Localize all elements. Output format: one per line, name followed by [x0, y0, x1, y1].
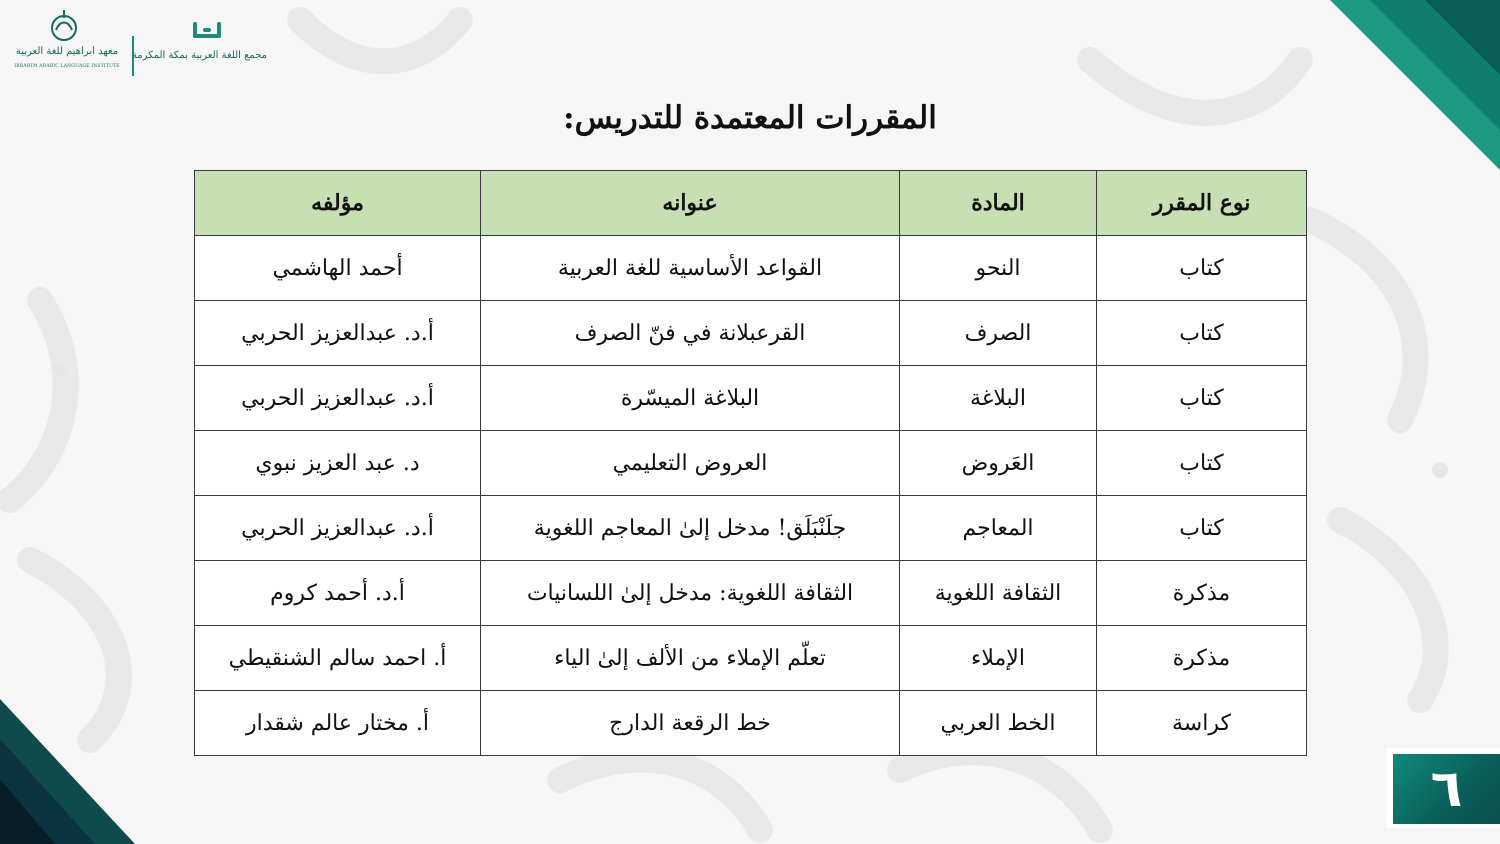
header-author: مؤلفه — [195, 171, 481, 236]
cell-subject: الثقافة اللغوية — [900, 561, 1097, 626]
cell-title: العروض التعليمي — [481, 431, 900, 496]
cell-author: أ. احمد سالم الشنقيطي — [195, 626, 481, 691]
cell-title: القواعد الأساسية للغة العربية — [481, 236, 900, 301]
cell-subject: الصرف — [900, 301, 1097, 366]
table-row — [195, 626, 1307, 691]
cell-author: أ.د. عبدالعزيز الحربي — [195, 496, 481, 561]
cell-course-type: مذكرة — [1097, 626, 1307, 691]
cell-course-type: كتاب — [1097, 366, 1307, 431]
table-row — [195, 691, 1307, 756]
page-title: المقررات المعتمدة للتدريس: — [563, 100, 937, 136]
cell-author: د. عبد العزيز نبوي — [195, 431, 481, 496]
cell-subject: الإملاء — [900, 626, 1097, 691]
institute-name: معهد ابراهيم للغة العربية — [15, 46, 119, 57]
cell-author: أ.د. عبدالعزيز الحربي — [195, 301, 481, 366]
cell-author: أحمد الهاشمي — [195, 236, 481, 301]
cell-title: جلَنْبَلَق! مدخل إلىٰ المعاجم اللغوية — [481, 496, 900, 561]
corner-decoration-top-right — [1330, 0, 1500, 170]
header-logos — [12, 8, 267, 78]
cell-author: أ.د. عبدالعزيز الحربي — [195, 366, 481, 431]
table-row — [195, 366, 1307, 431]
cell-subject: البلاغة — [900, 366, 1097, 431]
cell-course-type: مذكرة — [1097, 561, 1307, 626]
header-subject: المادة — [900, 171, 1097, 236]
courses-table — [194, 170, 1307, 756]
table-row — [195, 236, 1307, 301]
cell-author: أ. مختار عالم شقدار — [195, 691, 481, 756]
page-number-badge — [1393, 754, 1500, 824]
header-title: عنوانه — [481, 171, 900, 236]
table-row — [195, 301, 1307, 366]
cell-title: البلاغة الميسّرة — [481, 366, 900, 431]
academy-logo — [131, 18, 267, 76]
cell-subject: الخط العربي — [900, 691, 1097, 756]
institute-subtitle: IBRAHIM ARABIC LANGUAGE INSTITUTE — [14, 64, 120, 69]
cell-title: الثقافة اللغوية: مدخل إلىٰ اللسانيات — [481, 561, 900, 626]
table-row — [195, 496, 1307, 561]
corner-decoration-bottom-left — [0, 699, 135, 844]
cell-subject: المعاجم — [900, 496, 1097, 561]
table-row — [195, 561, 1307, 626]
page-number: ٦ — [1430, 759, 1463, 819]
table-header-row — [195, 171, 1307, 236]
academy-name: مجمع اللغة العربية بمكة المكرمة — [131, 50, 267, 61]
cell-title: القرعبلانة في فنّ الصرف — [481, 301, 900, 366]
cell-course-type: كتاب — [1097, 236, 1307, 301]
cell-subject: العَروض — [900, 431, 1097, 496]
cell-title: خط الرقعة الدارج — [481, 691, 900, 756]
cell-course-type: كتاب — [1097, 431, 1307, 496]
cell-author: أ.د. أحمد كروم — [195, 561, 481, 626]
institute-logo — [12, 8, 122, 76]
cell-course-type: كتاب — [1097, 496, 1307, 561]
cell-course-type: كراسة — [1097, 691, 1307, 756]
cell-subject: النحو — [900, 236, 1097, 301]
table-row — [195, 431, 1307, 496]
cell-title: تعلّم الإملاء من الألف إلىٰ الياء — [481, 626, 900, 691]
header-course-type: نوع المقرر — [1097, 171, 1307, 236]
cell-course-type: كتاب — [1097, 301, 1307, 366]
